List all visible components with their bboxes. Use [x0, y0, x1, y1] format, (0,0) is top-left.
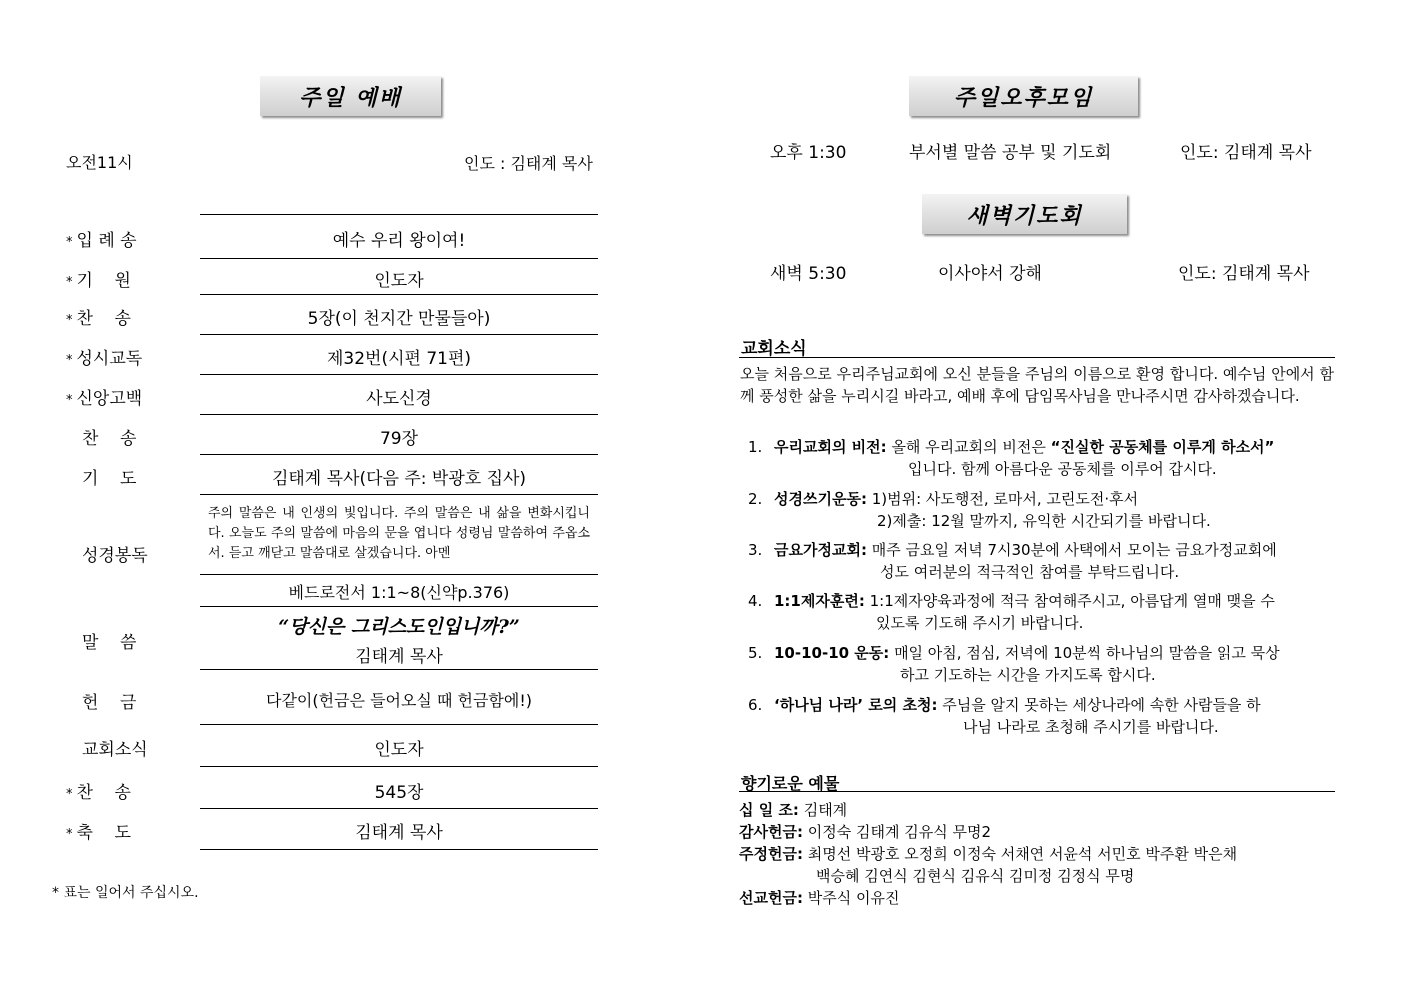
table-line [200, 606, 598, 607]
table-line [200, 258, 598, 259]
afternoon-leader: 인도: 김태계 목사 [1180, 143, 1312, 163]
table-line [200, 766, 598, 767]
order-label: * 기 원 [66, 271, 131, 291]
order-label: 성경봉독 [82, 546, 148, 566]
table-line [200, 214, 598, 215]
table-line [200, 574, 598, 575]
worship-time: 오전11시 [66, 153, 133, 172]
dawn-title: 새벽기도회 [966, 203, 1083, 229]
order-label: * 찬 송 [66, 783, 131, 803]
order-value: 사도신경 [366, 389, 432, 409]
table-line [200, 374, 598, 375]
order-value: 다같이(헌금은 들어오실 때 헌금함에!) [266, 691, 532, 710]
order-label: 찬 송 [82, 429, 137, 449]
order-value: 인도자 [374, 740, 424, 760]
table-line [200, 294, 598, 295]
worship-leader: 인도 : 김태계 목사 [464, 154, 593, 173]
news-item-bible-writing: 2. 성경쓰기운동: 1)범위: 사도행전, 로마서, 고린도전·후서 2)제출: 12월 말까지, 유익한 시간되기를 바랍니다. [748, 490, 1211, 530]
star-mark: * [66, 275, 73, 290]
star-mark: * [66, 827, 73, 842]
news-item-friday-house-church: 3. 금요가정교회: 매주 금요일 저녁 7시30분에 사택에서 모이는 금요가정교회에 성도 여러분의 적극적인 참여를 부탁드립니다. [748, 541, 1277, 581]
order-label: 헌 금 [82, 693, 137, 713]
order-label: * 입 례 송 [66, 231, 137, 251]
table-line [200, 494, 598, 495]
star-mark: * [66, 353, 73, 368]
table-line [200, 849, 598, 850]
scripture-reference: 베드로전서 1:1~8(신약p.376) [288, 583, 510, 602]
news-item-vision: 1. 우리교회의 비전: 올해 우리교회의 비전은 “진실한 공동체를 이루게 하소서” 입니다. 함께 아름다운 공동체를 이루어 갑시다. [748, 438, 1275, 478]
star-mark: * [66, 393, 73, 408]
order-value: 인도자 [374, 271, 424, 291]
offering-row-thanks: 감사헌금: 이정숙 김태계 김유식 무명2 [739, 823, 991, 841]
dawn-desc: 이사야서 강해 [938, 264, 1042, 284]
star-mark: * [66, 787, 73, 802]
news-intro: 오늘 처음으로 우리주님교회에 오신 분들을 주님의 이름으로 환영 합니다. 예수님 안에서 함께 풍성한 삶을 누리시길 바라고, 예배 후에 담임목사님을 만나주시면 감사하겠습니다. [740, 365, 1334, 405]
sermon-title: “당신은 그리스도인입니까?” [278, 616, 520, 638]
order-label: * 찬 송 [66, 309, 131, 329]
order-label: * 성시교독 [66, 349, 143, 369]
news-divider [739, 357, 1335, 358]
responsive-reading-text: 주의 말씀은 내 인생의 빛입니다. 주의 말씀은 내 삶을 변화시킵니다. 오늘도 주의 말씀에 마음의 문을 엽니다 성령님 말씀하여 주옵소서. 듣고 깨닫고 말씀대로 살겠습니다. 아멘 [208, 506, 590, 561]
footnote: * 표는 일어서 주십시오. [52, 885, 199, 901]
table-line [200, 724, 598, 725]
offering-row-weekly-cont: 백승혜 김연식 김현식 김유식 김미정 김정식 무명 [816, 867, 1135, 885]
order-label: * 신앙고백 [66, 389, 143, 409]
news-heading: 교회소식 [741, 339, 807, 359]
news-item-discipleship: 4. 1:1제자훈련: 1:1제자양육과정에 적극 참여해주시고, 아름답게 열매 맺을 수 있도록 기도해 주시기 바랍니다. [748, 592, 1275, 632]
offering-row-mission: 선교헌금: 박주식 이유진 [739, 889, 900, 907]
worship-title: 주일 예배 [299, 85, 402, 111]
table-line [200, 334, 598, 335]
afternoon-title: 주일오후모임 [953, 85, 1094, 111]
order-value: 5장(이 천지간 만물들아) [307, 309, 491, 329]
table-line [200, 669, 598, 670]
afternoon-time: 오후 1:30 [770, 143, 847, 163]
star-mark: * [66, 235, 73, 250]
afternoon-title-box [909, 76, 1138, 116]
order-value: 제32번(시편 71편) [326, 349, 472, 369]
order-label: 말 씀 [82, 633, 137, 653]
offering-row-weekly: 주정헌금: 최명선 박광호 오정희 이정숙 서채연 서윤석 서민호 박주환 박은채 [739, 845, 1238, 863]
news-item-kingdom-invitation: 6. ‘하나님 나라’ 로의 초청: 주님을 알지 못하는 세상나라에 속한 사람들을 하 나님 나라로 초청해 주시기를 바랍니다. [748, 696, 1261, 736]
afternoon-desc: 부서별 말씀 공부 및 기도회 [909, 143, 1112, 163]
order-value: 79장 [379, 429, 419, 449]
order-label: 교회소식 [82, 740, 148, 760]
offerings-heading: 향기로운 예물 [741, 774, 840, 793]
table-line [200, 454, 598, 455]
table-line [200, 414, 598, 415]
dawn-time: 새벽 5:30 [770, 264, 847, 284]
offering-row-tithe: 십 일 조: 김태계 [739, 801, 848, 819]
sermon-preacher: 김태계 목사 [355, 647, 443, 667]
dawn-title-box [922, 194, 1127, 234]
news-item-10-10-10: 5. 10-10-10 운동: 매일 아침, 점심, 저녁에 10분씩 하나님의 말씀을 읽고 묵상 하고 기도하는 시간을 가지도록 합시다. [748, 644, 1280, 684]
table-line [200, 808, 598, 809]
order-label: 기 도 [82, 469, 137, 489]
dawn-leader: 인도: 김태계 목사 [1178, 264, 1310, 284]
order-value: 545장 [374, 783, 424, 803]
worship-title-box [260, 76, 441, 116]
order-value: 김태계 목사 [355, 823, 443, 843]
offerings-divider [739, 791, 1335, 792]
star-mark: * [66, 313, 73, 328]
order-label: * 축 도 [66, 823, 131, 843]
order-value: 예수 우리 왕이여! [332, 231, 466, 251]
order-value: 김태계 목사(다음 주: 박광호 집사) [271, 469, 527, 489]
